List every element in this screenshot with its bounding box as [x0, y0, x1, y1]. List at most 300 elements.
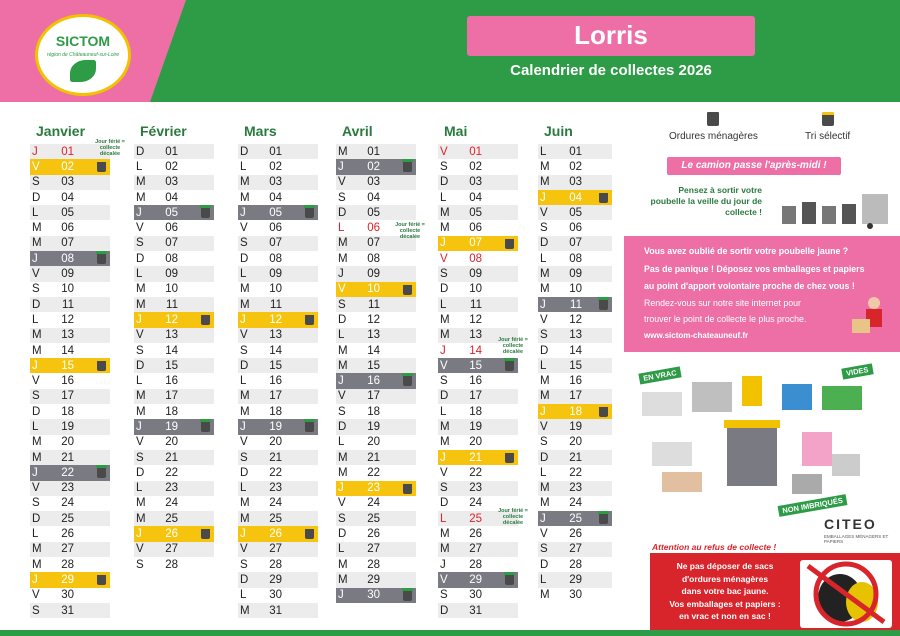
day-number: 07: [61, 237, 74, 250]
day-row: [30, 190, 110, 205]
day-row: [134, 358, 214, 373]
weekday-letter: J: [440, 451, 446, 464]
weekday-letter: M: [32, 237, 42, 250]
weekday-letter: L: [338, 436, 345, 449]
day-row: [538, 251, 612, 266]
panel-line-1: Vous avez oublié de sortir votre poubelle jaune ?: [644, 246, 849, 256]
trash-bin-icon: [201, 421, 210, 432]
weekday-letter: D: [338, 528, 347, 541]
day-row: [238, 236, 318, 251]
weekday-letter: J: [540, 298, 546, 311]
day-row: [336, 542, 416, 557]
recycling-bin-icon: [305, 528, 314, 539]
weekday-letter: D: [240, 466, 249, 479]
day-row: [238, 588, 318, 603]
weekday-letter: J: [240, 528, 246, 541]
trash-bin-icon: [403, 375, 412, 386]
day-number: 26: [569, 528, 582, 541]
weekday-letter: V: [540, 313, 548, 326]
day-number: 06: [569, 222, 582, 235]
day-number: 07: [569, 237, 582, 250]
day-number: 18: [569, 405, 582, 418]
weekday-letter: M: [136, 191, 146, 204]
day-row: [336, 343, 416, 358]
reminder-text: Pensez à sortir votre poubelle la veille du jour de collecte !: [650, 185, 762, 217]
day-number: 08: [61, 252, 74, 265]
day-number: 07: [269, 237, 282, 250]
day-number: 26: [367, 528, 380, 541]
day-number: 10: [569, 283, 582, 296]
day-number: 17: [469, 390, 482, 403]
day-row: [134, 496, 214, 511]
weekday-letter: D: [540, 237, 549, 250]
weekday-letter: J: [32, 359, 38, 372]
day-row: [134, 220, 214, 235]
weekday-letter: M: [32, 558, 42, 571]
weekday-letter: J: [32, 466, 38, 479]
day-number: 20: [165, 436, 178, 449]
weekday-letter: M: [338, 558, 348, 571]
day-number: 13: [469, 329, 482, 342]
day-number: 29: [61, 573, 74, 586]
weekday-letter: V: [136, 222, 144, 235]
weekday-letter: L: [32, 206, 39, 219]
day-number: 01: [367, 145, 380, 158]
website-link[interactable]: www.sictom-chateauneuf.fr: [644, 331, 749, 340]
day-number: 29: [569, 573, 582, 586]
day-number: 03: [269, 176, 282, 189]
day-row: [238, 266, 318, 281]
day-number: 29: [469, 573, 482, 586]
day-row: [30, 404, 110, 419]
day-row: [238, 496, 318, 511]
day-row: [134, 511, 214, 526]
day-row: [134, 419, 214, 434]
day-number: 30: [469, 589, 482, 602]
day-row: [538, 419, 612, 434]
month-mai: [438, 120, 518, 618]
weekday-letter: M: [440, 329, 450, 342]
day-row: [30, 205, 110, 220]
day-row: [538, 205, 612, 220]
day-row: [336, 190, 416, 205]
day-row: [30, 542, 110, 557]
day-row: [238, 542, 318, 557]
day-number: 17: [165, 390, 178, 403]
weekday-letter: M: [136, 512, 146, 525]
day-row: [134, 389, 214, 404]
day-row: [438, 358, 518, 373]
weekday-letter: J: [136, 206, 142, 219]
day-row: [238, 282, 318, 297]
weekday-letter: D: [136, 466, 145, 479]
day-number: 27: [165, 543, 178, 556]
day-number: 23: [367, 482, 380, 495]
afternoon-banner: Le camion passe l'après-midi !: [667, 157, 841, 175]
day-row: [438, 542, 518, 557]
day-number: 22: [569, 466, 582, 479]
day-row: [30, 358, 110, 373]
weekday-letter: D: [240, 359, 249, 372]
weekday-letter: V: [440, 359, 448, 372]
weekday-letter: L: [240, 160, 247, 173]
day-row: [134, 266, 214, 281]
day-number: 19: [367, 420, 380, 433]
day-number: 31: [469, 604, 482, 617]
day-row: [30, 343, 110, 358]
day-row: [336, 328, 416, 343]
day-number: 04: [61, 191, 74, 204]
trash-bin-icon: [305, 207, 314, 218]
day-row: [238, 450, 318, 465]
day-row: [134, 526, 214, 541]
weekday-letter: M: [540, 176, 550, 189]
weekday-letter: V: [240, 222, 248, 235]
weekday-letter: V: [240, 543, 248, 556]
day-number: 27: [367, 543, 380, 556]
day-number: 10: [367, 283, 380, 296]
month-name: Avril: [342, 123, 373, 139]
weekday-letter: D: [440, 390, 449, 403]
day-row: [238, 435, 318, 450]
panel-line-3: au point d'apport volontaire proche de chez vous !: [644, 281, 855, 291]
day-number: 05: [269, 206, 282, 219]
weekday-letter: V: [540, 528, 548, 541]
weekday-letter: J: [540, 405, 546, 418]
weekday-letter: M: [240, 283, 250, 296]
weekday-letter: J: [338, 482, 344, 495]
day-row: [30, 236, 110, 251]
weekday-letter: M: [32, 344, 42, 357]
day-row: [238, 312, 318, 327]
day-number: 26: [61, 528, 74, 541]
weekday-letter: M: [240, 512, 250, 525]
panel-line-5: trouver le point de collecte le plus proche.: [644, 314, 807, 324]
weekday-letter: D: [32, 191, 41, 204]
day-row: [438, 236, 518, 251]
day-row: [30, 496, 110, 511]
day-number: 08: [165, 252, 178, 265]
day-number: 22: [165, 466, 178, 479]
day-number: 25: [569, 512, 582, 525]
day-number: 05: [469, 206, 482, 219]
weekday-letter: J: [338, 589, 344, 602]
day-row: [30, 220, 110, 235]
day-row: [336, 159, 416, 174]
weekday-letter: M: [540, 375, 550, 388]
weekday-letter: V: [240, 436, 248, 449]
day-number: 12: [569, 313, 582, 326]
footer-bar: [0, 630, 900, 636]
day-number: 16: [61, 375, 74, 388]
day-number: 12: [367, 313, 380, 326]
trash-bin-icon: [403, 590, 412, 601]
tag-vides: VIDES: [841, 363, 873, 379]
trash-bin-icon: [599, 299, 608, 310]
day-number: 24: [61, 497, 74, 510]
trash-bin-icon: [707, 112, 719, 126]
day-number: 07: [469, 237, 482, 250]
day-row: [538, 190, 612, 205]
day-row: [336, 450, 416, 465]
trash-bin-icon: [201, 207, 210, 218]
weekday-letter: D: [440, 497, 449, 510]
warning-line-4: Vos emballages et papiers :: [669, 598, 781, 609]
day-row: [538, 435, 612, 450]
weekday-letter: M: [540, 482, 550, 495]
day-row: [134, 557, 214, 572]
weekday-letter: L: [338, 222, 345, 235]
day-number: 03: [165, 176, 178, 189]
weekday-letter: L: [240, 482, 247, 495]
weekday-letter: L: [240, 375, 247, 388]
day-number: 12: [165, 313, 178, 326]
weekday-letter: M: [440, 543, 450, 556]
day-row: [336, 266, 416, 281]
day-number: 21: [269, 451, 282, 464]
day-row: [238, 557, 318, 572]
day-row: [336, 389, 416, 404]
weekday-letter: L: [540, 466, 547, 479]
weekday-letter: S: [540, 543, 548, 556]
weekday-letter: M: [338, 344, 348, 357]
recycling-bin-icon: [201, 314, 210, 325]
weekday-letter: M: [540, 390, 550, 403]
day-row: [238, 358, 318, 373]
day-row: [238, 251, 318, 266]
weekday-letter: V: [32, 375, 40, 388]
day-row: [134, 404, 214, 419]
day-row: [134, 144, 214, 159]
day-row: [438, 190, 518, 205]
day-number: 05: [367, 206, 380, 219]
day-row: [134, 175, 214, 190]
day-row: [336, 496, 416, 511]
trash-bin-icon: [505, 574, 514, 585]
month-name: Mai: [444, 123, 468, 139]
day-number: 28: [269, 558, 282, 571]
day-number: 16: [269, 375, 282, 388]
day-number: 22: [269, 466, 282, 479]
day-row: [30, 312, 110, 327]
day-row: [134, 236, 214, 251]
weekday-letter: L: [240, 589, 247, 602]
day-number: 24: [367, 497, 380, 510]
day-row: [238, 603, 318, 618]
weekday-letter: J: [136, 528, 142, 541]
day-row: [336, 435, 416, 450]
weekday-letter: V: [338, 283, 346, 296]
weekday-letter: J: [440, 237, 446, 250]
day-row: [134, 481, 214, 496]
weekday-letter: D: [240, 252, 249, 265]
weekday-letter: S: [440, 589, 448, 602]
weekday-letter: D: [240, 573, 249, 586]
day-row: [538, 343, 612, 358]
day-row: [438, 251, 518, 266]
weekday-letter: J: [32, 145, 38, 158]
warning-text: [654, 560, 796, 623]
month-avril: [336, 120, 416, 603]
day-row: [336, 404, 416, 419]
person-illustration: [848, 295, 892, 341]
weekday-letter: V: [32, 268, 40, 281]
weekday-letter: S: [32, 390, 40, 403]
day-number: 28: [367, 558, 380, 571]
day-row: [30, 373, 110, 388]
weekday-letter: M: [240, 405, 250, 418]
month-name: Mars: [244, 123, 277, 139]
day-number: 18: [367, 405, 380, 418]
weekday-letter: M: [540, 497, 550, 510]
weekday-letter: D: [136, 252, 145, 265]
weekday-letter: S: [440, 268, 448, 281]
day-row: [438, 297, 518, 312]
day-number: 05: [569, 206, 582, 219]
day-number: 08: [469, 252, 482, 265]
weekday-letter: V: [136, 543, 144, 556]
weekday-letter: J: [338, 375, 344, 388]
day-row: [238, 159, 318, 174]
day-row: [30, 572, 110, 587]
weekday-letter: V: [440, 252, 448, 265]
weekday-letter: S: [540, 329, 548, 342]
weekday-letter: L: [540, 359, 547, 372]
day-number: 16: [165, 375, 178, 388]
weekday-letter: L: [440, 405, 447, 418]
weekday-letter: S: [338, 512, 346, 525]
day-number: 14: [569, 344, 582, 357]
day-number: 23: [269, 482, 282, 495]
day-row: [538, 282, 612, 297]
month-juin: [538, 120, 612, 603]
day-number: 21: [367, 451, 380, 464]
day-number: 11: [470, 298, 482, 311]
weekday-letter: J: [540, 191, 546, 204]
weekday-letter: L: [136, 268, 143, 281]
day-number: 30: [269, 589, 282, 602]
day-row: [238, 343, 318, 358]
day-row: [538, 404, 612, 419]
day-row: [438, 526, 518, 541]
day-row: [336, 358, 416, 373]
day-row: [336, 297, 416, 312]
weekday-letter: D: [338, 313, 347, 326]
day-number: 24: [269, 497, 282, 510]
day-number: 30: [367, 589, 380, 602]
recycling-bin-icon: [97, 574, 106, 585]
weekday-letter: S: [240, 237, 248, 250]
weekday-letter: M: [338, 359, 348, 372]
day-number: 24: [469, 497, 482, 510]
weekday-letter: V: [338, 390, 346, 403]
holiday-note-janvier: Jour férié = collecte décalée: [95, 139, 125, 157]
day-row: [134, 343, 214, 358]
weekday-letter: M: [240, 298, 250, 311]
weekday-letter: S: [440, 482, 448, 495]
day-number: 25: [61, 512, 74, 525]
weekday-letter: L: [540, 252, 547, 265]
day-row: [238, 144, 318, 159]
day-number: 04: [269, 191, 282, 204]
recycling-bin-icon: [505, 238, 514, 249]
weekday-letter: L: [32, 528, 39, 541]
day-number: 14: [269, 344, 282, 357]
weekday-letter: S: [540, 436, 548, 449]
weekday-letter: M: [540, 589, 550, 602]
day-number: 18: [61, 405, 74, 418]
weekday-letter: M: [440, 313, 450, 326]
weekday-letter: V: [32, 160, 40, 173]
day-number: 06: [367, 222, 380, 235]
day-number: 09: [367, 268, 380, 281]
day-number: 25: [165, 512, 178, 525]
recycling-bin-icon: [822, 112, 834, 126]
day-row: [30, 450, 110, 465]
day-number: 22: [61, 466, 74, 479]
panel-line-4: Rendez-vous sur notre site internet pour: [644, 298, 801, 308]
day-number: 24: [165, 497, 178, 510]
month-name: Janvier: [36, 123, 86, 139]
day-row: [336, 312, 416, 327]
day-row: [438, 144, 518, 159]
day-row: [238, 419, 318, 434]
day-row: [538, 220, 612, 235]
weekday-letter: M: [32, 222, 42, 235]
day-row: [30, 603, 110, 618]
day-number: 09: [61, 268, 74, 281]
weekday-letter: L: [440, 298, 447, 311]
day-row: [538, 588, 612, 603]
day-number: 17: [367, 390, 380, 403]
day-number: 11: [368, 298, 380, 311]
day-row: [336, 588, 416, 603]
day-number: 30: [569, 589, 582, 602]
day-number: 19: [61, 420, 74, 433]
day-row: [438, 266, 518, 281]
weekday-letter: V: [32, 482, 40, 495]
weekday-letter: S: [338, 298, 346, 311]
day-row: [336, 251, 416, 266]
month-mars: [238, 120, 318, 618]
trash-bin-icon: [97, 253, 106, 264]
recycling-bin-icon: [599, 406, 608, 417]
month-name: Février: [140, 123, 187, 139]
weekday-letter: J: [440, 344, 446, 357]
weekday-letter: J: [240, 206, 246, 219]
recycling-bin-icon: [97, 360, 106, 371]
day-number: 20: [61, 436, 74, 449]
weekday-letter: M: [338, 145, 348, 158]
day-number: 02: [165, 160, 178, 173]
day-row: [438, 557, 518, 572]
weekday-letter: M: [240, 604, 250, 617]
day-number: 02: [367, 160, 380, 173]
weekday-letter: S: [32, 283, 40, 296]
day-row: [438, 603, 518, 618]
day-row: [438, 175, 518, 190]
day-number: 15: [367, 359, 380, 372]
day-number: 10: [165, 283, 178, 296]
day-row: [538, 511, 612, 526]
day-number: 02: [569, 160, 582, 173]
weekday-letter: L: [440, 512, 447, 525]
weekday-letter: S: [540, 222, 548, 235]
day-row: [538, 496, 612, 511]
weekday-letter: J: [540, 512, 546, 525]
weekday-letter: L: [136, 160, 143, 173]
weekday-letter: S: [240, 344, 248, 357]
